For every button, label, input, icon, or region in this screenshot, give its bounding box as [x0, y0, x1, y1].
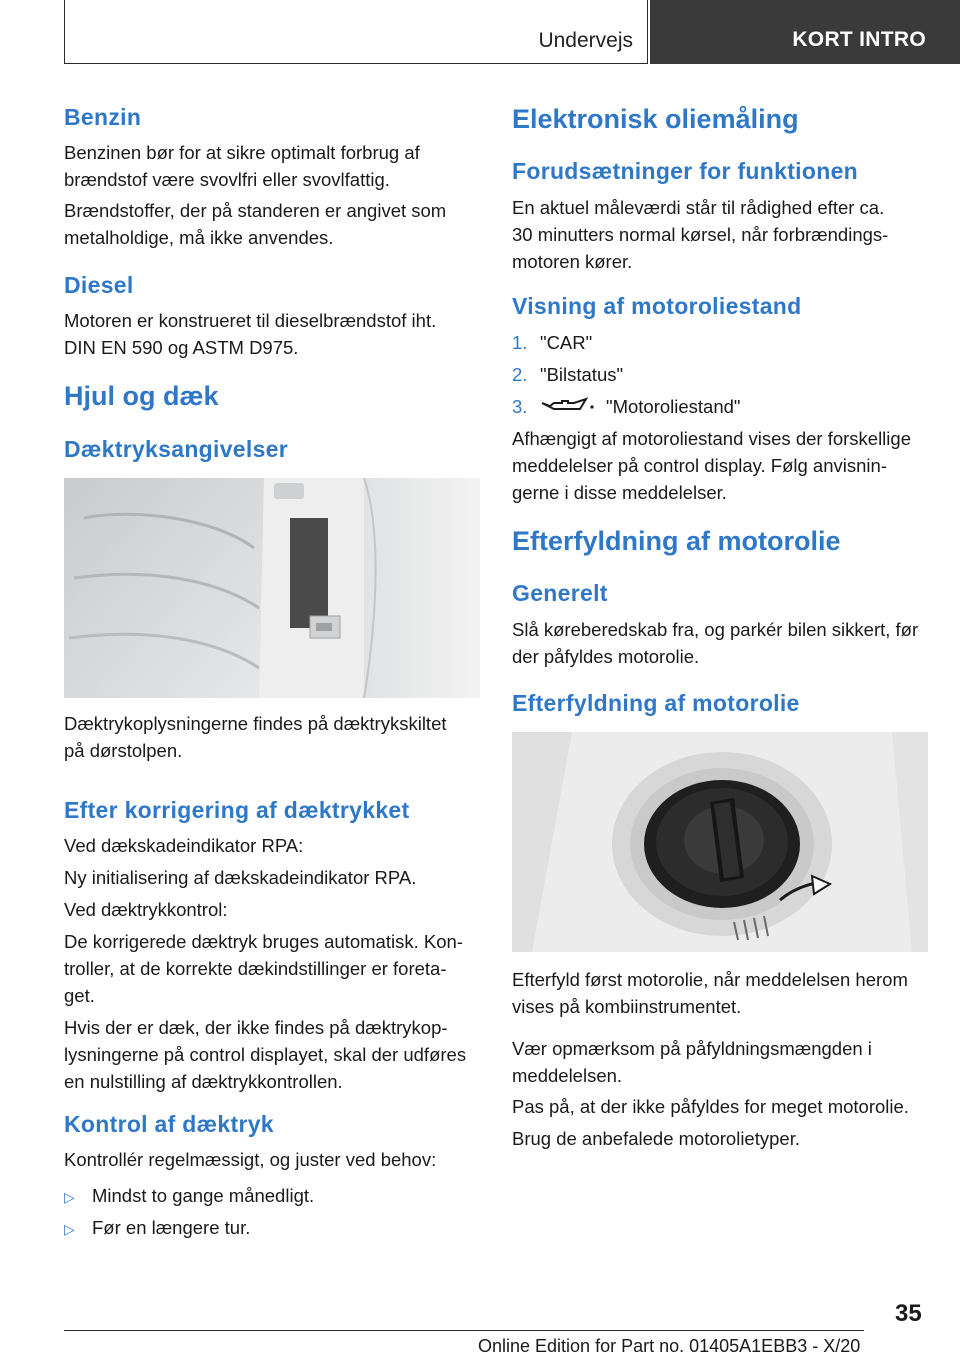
forud-l3: motoren kører. [512, 251, 633, 272]
efter-l4: De korrigerede dæktryk bruges automatisk. Kon‐ [64, 931, 463, 952]
efter-l9: en nulstilling af dæktrykkontrollen. [64, 1071, 343, 1092]
img2-caption-l1: Efterfyld først motorolie, når meddelelsen herom [512, 969, 908, 990]
benzin-heading: Benzin [64, 104, 142, 130]
bullet-text: Før en længere tur. [92, 1217, 251, 1238]
forud-l1: En aktuel måleværdi står til rådighed efter ca. [512, 197, 885, 218]
benzin-p1-l2: brændstof være svovlfri eller svovlfattig. [64, 169, 390, 190]
benzin-p2-l1: Brændstoffer, der på standeren er angivet som [64, 200, 447, 221]
diesel-heading: Diesel [64, 272, 134, 298]
step-number: 2. [512, 364, 528, 385]
img-caption-l2: på dørstolpen. [64, 740, 183, 761]
bullet-text: Mindst to gange månedligt. [92, 1185, 315, 1206]
step-text: "Motoroliestand" [606, 396, 741, 417]
efter-l7: Hvis der er dæk, der ikke findes på dæktrykop‐ [64, 1017, 448, 1038]
p3-l2: meddelelsen. [512, 1065, 623, 1086]
page-number: 35 [895, 1300, 922, 1327]
header-section-box [64, 0, 648, 64]
step-number: 1. [512, 332, 528, 353]
img2-caption-l2: vises på kombiinstrumentet. [512, 996, 742, 1017]
efter-l8: lysningerne på control displayet, skal der udføres [64, 1044, 467, 1065]
efterfyld-main-heading: Efterfyldning af motorolie [512, 526, 841, 556]
generelt-heading: Generelt [512, 580, 608, 606]
door-pillar-image [64, 478, 480, 698]
diesel-l2: DIN EN 590 og ASTM D975. [64, 337, 299, 358]
generelt-l1: Slå køreberedskab fra, og parkér bilen sikkert, før [512, 619, 919, 640]
bullet-triangle-icon: ▷ [64, 1221, 75, 1237]
header-chapter-title: KORT INTRO [792, 28, 926, 51]
benzin-p2-l2: metalholdige, må ikke anvendes. [64, 227, 334, 248]
header-chapter-tab [650, 0, 960, 64]
efter-l5: troller, at de korrekte dækindstillinger er foreta‐ [64, 958, 447, 979]
kontrol-heading: Kontrol af dæktryk [64, 1111, 274, 1137]
efter-l1: Ved dækskadeindikator RPA: [64, 835, 304, 856]
efter-l2: Ny initialisering af dækskadeindikator RPA. [64, 867, 417, 888]
oil-can-icon [540, 395, 606, 422]
visning-p-l1: Afhængigt af motoroliestand vises der forskellige [512, 428, 911, 449]
step-text: "CAR" [540, 332, 593, 353]
visning-heading: Visning af motoroliestand [512, 293, 802, 319]
footer-divider [64, 1330, 864, 1331]
p3-l1: Vær opmærksom på påfyldningsmængden i [512, 1038, 872, 1059]
generelt-l2: der påfyldes motorolie. [512, 646, 700, 667]
step-item [512, 393, 928, 422]
kontrol-l1: Kontrollér regelmæssigt, og juster ved behov: [64, 1149, 437, 1170]
step-text: "Bilstatus" [540, 364, 624, 385]
oil-heading: Elektronisk oliemåling [512, 104, 799, 134]
efter-l6: get. [64, 985, 95, 1006]
step-item [512, 329, 928, 356]
hjul-heading: Hjul og dæk [64, 381, 219, 411]
p4: Pas på, at der ikke påfyldes for meget motorolie. [512, 1096, 909, 1117]
benzin-p1-l1: Benzinen bør for at sikre optimalt forbrug af [64, 142, 420, 163]
forud-heading: Forudsætninger for funktionen [512, 158, 859, 184]
footer-edition: Online Edition for Part no. 01405A1EBB3 - X/20 [478, 1336, 861, 1356]
step-item [512, 361, 928, 388]
step-number: 3. [512, 396, 528, 417]
diesel-l1: Motoren er konstrueret til dieselbrændstof iht. [64, 310, 437, 331]
visning-p-l3: gerne i disse meddelelser. [512, 482, 727, 503]
img-caption-l1: Dæktrykoplysningerne findes på dæktrykskiltet [64, 713, 447, 734]
p5: Brug de anbefalede motorolietyper. [512, 1128, 800, 1149]
visning-p-l2: meddelelser på control display. Følg anvisnin‐ [512, 455, 887, 476]
efterfyld-sub-heading: Efterfyldning af motorolie [512, 690, 800, 716]
forud-l2: 30 minutters normal kørsel, når forbrændings‐ [512, 224, 889, 245]
bullet-item [64, 1182, 480, 1211]
oil-cap-image [512, 732, 928, 952]
bullet-triangle-icon: ▷ [64, 1189, 75, 1205]
bullet-item [64, 1214, 480, 1243]
header-section-title: Undervejs [538, 29, 633, 52]
efter-heading: Efter korrigering af dæktrykket [64, 797, 410, 823]
efter-l3: Ved dæktrykkontrol: [64, 899, 228, 920]
daektryk-heading: Dæktryksangivelser [64, 436, 289, 462]
